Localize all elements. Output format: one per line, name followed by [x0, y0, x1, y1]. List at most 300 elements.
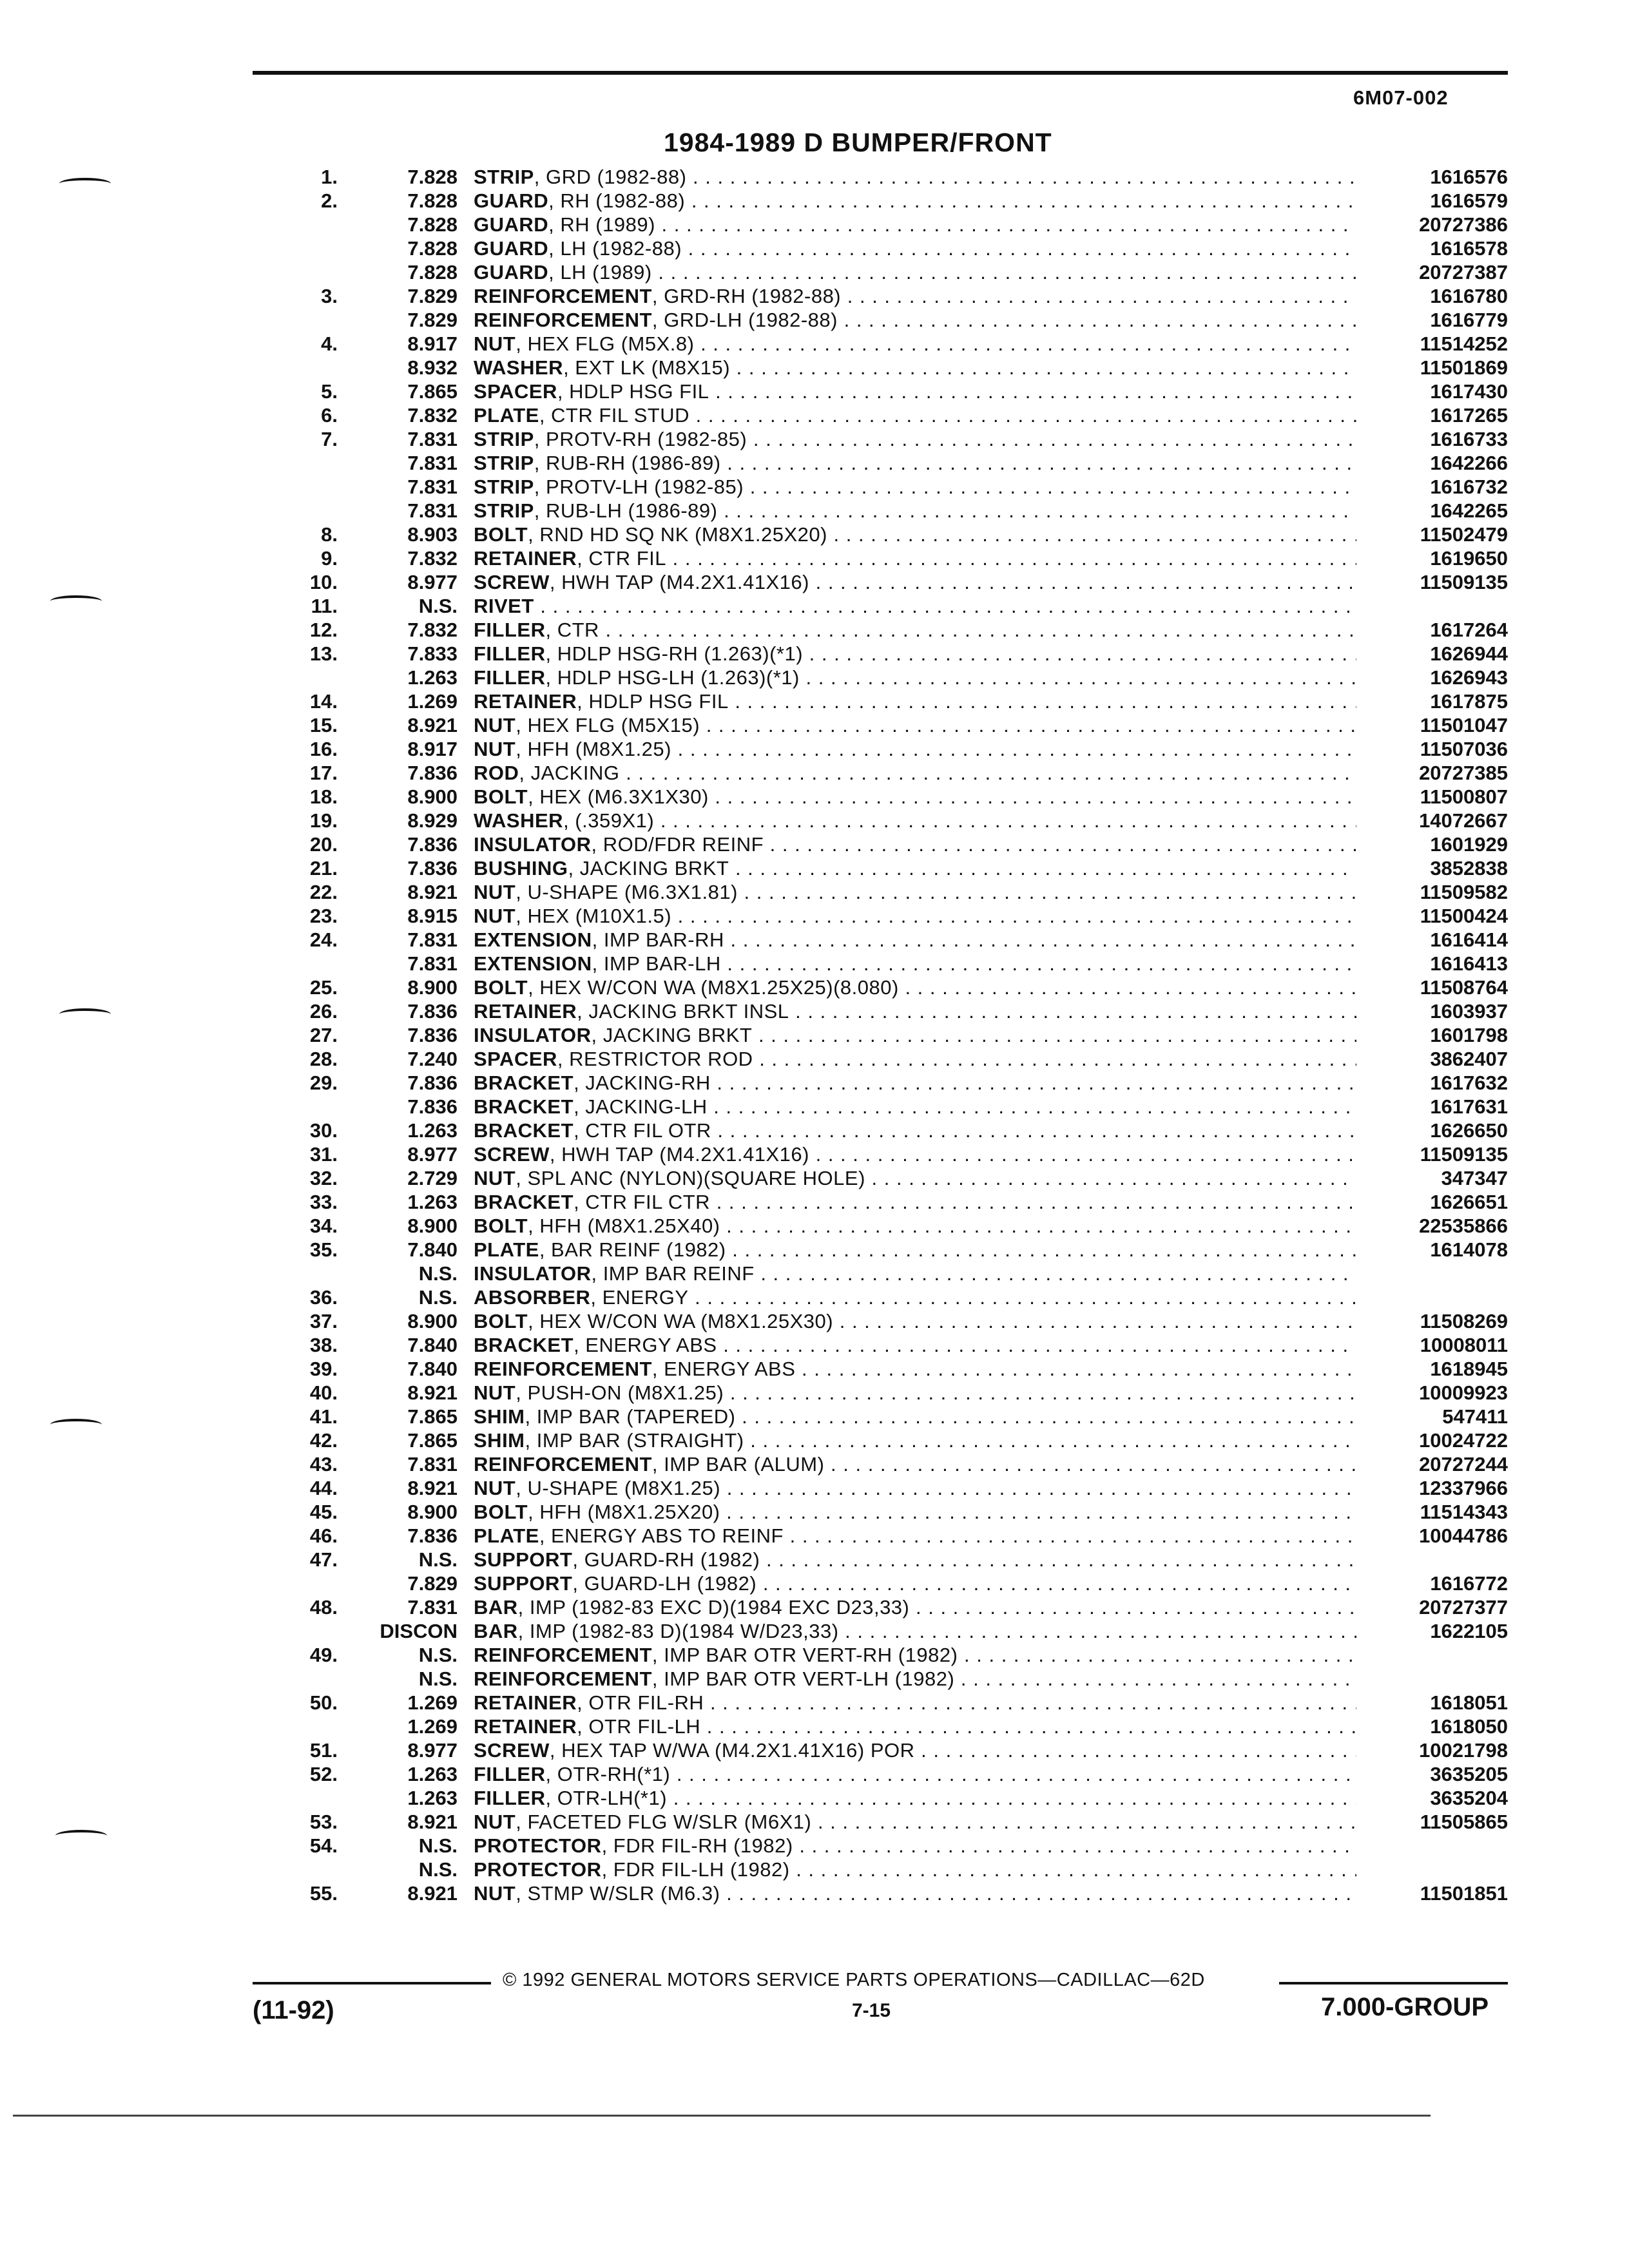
group-number: 7.828	[407, 213, 458, 236]
group-label: 7.000-GROUP	[1321, 1993, 1489, 2021]
part-description	[474, 546, 1356, 570]
part-name: RETAINER	[474, 1691, 577, 1714]
part-detail: , RND HD SQ NK (M8X1.25X20)	[528, 523, 827, 546]
part-name: BAR	[474, 1596, 518, 1619]
group-number: 7.840	[407, 1238, 458, 1261]
item-number: 22.	[309, 881, 338, 903]
part-detail: , HEX FLG (M5X15)	[516, 714, 700, 736]
parts-row	[258, 1715, 1508, 1738]
group-number: 8.900	[407, 785, 458, 808]
part-detail: , CTR	[545, 619, 599, 641]
part-description	[474, 832, 1356, 856]
part-name: GUARD	[474, 189, 549, 212]
group-number: 7.829	[407, 1572, 458, 1595]
part-number: 12337966	[1419, 1477, 1508, 1499]
part-name: SPACER	[474, 380, 557, 403]
parts-row	[258, 999, 1508, 1023]
group-number: 7.833	[407, 642, 458, 665]
part-number: 20727377	[1419, 1596, 1508, 1619]
item-number: 12.	[309, 619, 338, 641]
part-number: 10008011	[1420, 1334, 1508, 1356]
part-detail: , FACETED FLG W/SLR (M6X1)	[516, 1811, 812, 1833]
part-description	[474, 689, 1356, 713]
parts-row	[258, 523, 1508, 546]
group-number: 8.921	[407, 714, 458, 736]
group-number: N.S.	[418, 1548, 458, 1571]
group-number: 1.263	[407, 1763, 458, 1785]
part-number: 1618050	[1430, 1715, 1508, 1738]
part-detail: , BAR REINF (1982)	[539, 1238, 726, 1261]
part-number: 1617632	[1430, 1072, 1508, 1094]
part-number: 1617264	[1430, 619, 1508, 641]
group-number: 8.900	[407, 1310, 458, 1332]
group-number: DISCON	[380, 1620, 458, 1642]
part-name: ROD	[474, 762, 519, 784]
parts-row	[258, 236, 1508, 260]
item-number: 7.	[321, 428, 338, 450]
part-number: 1614078	[1430, 1238, 1508, 1261]
part-detail: , FDR FIL-LH (1982)	[601, 1858, 790, 1881]
group-number: 7.832	[407, 404, 458, 427]
parts-row	[258, 1452, 1508, 1476]
part-name: WASHER	[474, 809, 564, 832]
parts-row	[258, 332, 1508, 356]
part-detail: , GUARD-RH (1982)	[572, 1548, 760, 1571]
part-number: 1642266	[1430, 452, 1508, 474]
part-name: BOLT	[474, 785, 528, 808]
parts-row	[258, 1238, 1508, 1262]
part-description	[474, 1619, 1356, 1643]
part-name: SHIM	[474, 1405, 525, 1428]
part-detail: , EXT LK (M8X15)	[563, 356, 731, 379]
parts-row	[258, 1834, 1508, 1858]
part-number: 1616413	[1430, 952, 1508, 975]
part-detail: , GRD (1982-88)	[534, 166, 687, 188]
parts-row	[258, 1738, 1508, 1762]
parts-row	[258, 1786, 1508, 1810]
part-description	[474, 1738, 1356, 1762]
group-number: 7.840	[407, 1334, 458, 1356]
part-description	[474, 1428, 1356, 1452]
part-number: 1616578	[1430, 237, 1508, 260]
part-number: 20727387	[1419, 261, 1508, 284]
group-number: 7.829	[407, 285, 458, 307]
item-number: 33.	[309, 1191, 338, 1213]
part-number: 11507036	[1420, 738, 1508, 760]
part-detail: , HFH (M8X1.25X40)	[528, 1215, 720, 1237]
parts-row	[258, 952, 1508, 975]
group-number: 1.263	[407, 1119, 458, 1142]
part-number: 22535866	[1419, 1215, 1508, 1237]
part-name: BUSHING	[474, 857, 568, 879]
part-detail: , U-SHAPE (M8X1.25)	[516, 1477, 721, 1499]
part-description	[474, 1524, 1356, 1548]
parts-row	[258, 1571, 1508, 1595]
part-detail: , IMP BAR-LH	[592, 952, 721, 975]
group-number: 7.828	[407, 237, 458, 260]
group-number: 7.829	[407, 309, 458, 331]
part-number: 11508269	[1420, 1310, 1508, 1332]
parts-row	[258, 1428, 1508, 1452]
part-description	[474, 523, 1356, 546]
parts-row	[258, 1524, 1508, 1548]
parts-row	[258, 785, 1508, 809]
part-number: 10024722	[1419, 1429, 1508, 1452]
part-name: NUT	[474, 905, 516, 927]
part-number: 1616772	[1430, 1572, 1508, 1595]
group-number: 8.900	[407, 976, 458, 999]
part-name: BRACKET	[474, 1095, 574, 1118]
item-number: 53.	[309, 1811, 338, 1833]
parts-row	[258, 832, 1508, 856]
part-description	[474, 332, 1356, 356]
part-name: SCREW	[474, 1739, 550, 1762]
part-description	[474, 1357, 1356, 1381]
group-number: 8.921	[407, 1381, 458, 1404]
group-number: 7.831	[407, 499, 458, 522]
part-name: PLATE	[474, 1238, 539, 1261]
part-detail: , RH (1982-88)	[548, 189, 686, 212]
part-detail: , JACKING BRKT INSL	[577, 1000, 789, 1023]
group-number: 7.831	[407, 1596, 458, 1619]
part-detail: , CTR FIL	[577, 547, 666, 570]
part-number: 3862407	[1430, 1048, 1508, 1070]
part-description	[474, 880, 1356, 904]
part-detail: , HFH (M8X1.25)	[516, 738, 671, 760]
part-name: REINFORCEMENT	[474, 285, 652, 307]
parts-row	[258, 1071, 1508, 1095]
item-number: 25.	[309, 976, 338, 999]
part-number: 3635204	[1430, 1787, 1508, 1809]
part-description	[474, 1452, 1356, 1476]
group-number: 7.831	[407, 928, 458, 951]
part-detail: , IMP BAR (TAPERED)	[525, 1405, 736, 1428]
group-number: 7.240	[407, 1048, 458, 1070]
group-number: 7.828	[407, 189, 458, 212]
part-number: 1617875	[1430, 690, 1508, 713]
item-number: 49.	[309, 1644, 338, 1666]
part-number: 1626651	[1430, 1191, 1508, 1213]
part-name: REINFORCEMENT	[474, 309, 652, 331]
group-number: N.S.	[418, 1262, 458, 1285]
part-name: RETAINER	[474, 1715, 577, 1738]
parts-row	[258, 1285, 1508, 1309]
group-number: 7.836	[407, 833, 458, 856]
part-detail: , HDLP HSG FIL	[577, 690, 729, 713]
item-number: 46.	[309, 1524, 338, 1547]
item-number: 28.	[309, 1048, 338, 1070]
part-number: 1616780	[1430, 285, 1508, 307]
item-number: 11.	[311, 595, 338, 617]
part-detail: , IMP BAR REINF	[591, 1262, 755, 1285]
parts-row	[258, 165, 1508, 189]
group-number: 7.832	[407, 619, 458, 641]
part-detail: , IMP (1982-83 D)(1984 W/D23,33)	[517, 1620, 839, 1642]
part-description	[474, 451, 1356, 475]
part-number: 1616779	[1430, 309, 1508, 331]
item-number: 16.	[309, 738, 338, 760]
parts-row	[258, 475, 1508, 499]
part-number: 1616733	[1430, 428, 1508, 450]
parts-row	[258, 1667, 1508, 1691]
part-detail: , OTR FIL-RH	[577, 1691, 704, 1714]
part-detail: , ENERGY ABS TO REINF	[539, 1524, 784, 1547]
item-number: 23.	[309, 905, 338, 927]
part-description	[474, 1571, 1356, 1595]
item-number: 14.	[309, 690, 338, 713]
part-description	[474, 1142, 1356, 1166]
part-description	[474, 427, 1356, 451]
item-number: 18.	[309, 785, 338, 808]
parts-row	[258, 546, 1508, 570]
part-detail: , U-SHAPE (M6.3X1.81)	[516, 881, 738, 903]
part-description	[474, 1214, 1356, 1238]
part-description	[474, 570, 1356, 594]
part-detail: , OTR FIL-LH	[577, 1715, 701, 1738]
part-name: REINFORCEMENT	[474, 1358, 652, 1380]
parts-row	[258, 880, 1508, 904]
part-number: 11501047	[1420, 714, 1508, 736]
part-number: 1617265	[1430, 404, 1508, 427]
part-detail: , HWH TAP (M4.2X1.41X16)	[549, 1143, 809, 1166]
part-number: 10021798	[1419, 1739, 1508, 1762]
part-detail: , LH (1989)	[548, 261, 652, 284]
part-detail: , PROTV-LH (1982-85)	[534, 476, 744, 498]
group-number: 8.903	[407, 523, 458, 546]
part-name: STRIP	[474, 452, 534, 474]
group-number: 1.263	[407, 1191, 458, 1213]
scan-edge-line	[13, 2115, 1431, 2117]
part-description	[474, 1881, 1356, 1905]
part-number: 11502479	[1420, 523, 1508, 546]
part-description	[474, 189, 1356, 213]
part-name: PLATE	[474, 404, 539, 427]
part-description	[474, 1691, 1356, 1715]
part-description	[474, 1023, 1356, 1047]
part-detail: , SPL ANC (NYLON)(SQUARE HOLE)	[516, 1167, 865, 1189]
part-name: BAR	[474, 1620, 518, 1642]
part-description	[474, 1810, 1356, 1834]
item-number: 5.	[321, 380, 338, 403]
parts-row	[258, 1405, 1508, 1428]
group-number: 8.977	[407, 1739, 458, 1762]
parts-row	[258, 1691, 1508, 1715]
part-detail: , OTR-LH(*1)	[545, 1787, 668, 1809]
part-number: 1616414	[1430, 928, 1508, 951]
part-description	[474, 1285, 1356, 1309]
group-number: 8.977	[407, 1143, 458, 1166]
part-description	[474, 165, 1356, 189]
part-detail: , LH (1982-88)	[548, 237, 682, 260]
parts-row	[258, 737, 1508, 761]
part-description	[474, 1476, 1356, 1500]
part-name: GUARD	[474, 237, 549, 260]
item-number: 20.	[309, 833, 338, 856]
parts-row	[258, 1119, 1508, 1142]
group-number: 7.831	[407, 1453, 458, 1475]
part-name: NUT	[474, 1811, 516, 1833]
part-description	[474, 785, 1356, 809]
group-number: 7.831	[407, 428, 458, 450]
part-name: BRACKET	[474, 1334, 574, 1356]
parts-row	[258, 1309, 1508, 1333]
part-description	[474, 1047, 1356, 1071]
part-name: WASHER	[474, 356, 564, 379]
part-number: 1642265	[1430, 499, 1508, 522]
parts-row	[258, 1619, 1508, 1643]
part-number: 11514252	[1420, 332, 1508, 355]
part-detail: , IMP (1982-83 EXC D)(1984 EXC D23,33)	[517, 1596, 910, 1619]
group-number: N.S.	[418, 1834, 458, 1857]
footer-rule-right	[1279, 1982, 1508, 1984]
group-number: 7.836	[407, 857, 458, 879]
part-detail: , HEX (M6.3X1X30)	[528, 785, 709, 808]
part-description	[474, 1715, 1356, 1738]
group-number: 7.840	[407, 1358, 458, 1380]
part-name: GUARD	[474, 261, 549, 284]
part-number: 1601929	[1430, 833, 1508, 856]
part-detail: , HEX W/CON WA (M8X1.25X25)(8.080)	[528, 976, 899, 999]
punch-mark	[50, 1419, 102, 1430]
part-description	[474, 499, 1356, 523]
item-number: 19.	[309, 809, 338, 832]
part-detail: , (.359X1)	[563, 809, 655, 832]
part-name: SPACER	[474, 1048, 557, 1070]
parts-row	[258, 1333, 1508, 1357]
page-title: 1984-1989 D BUMPER/FRONT	[664, 128, 1052, 157]
item-number: 52.	[309, 1763, 338, 1785]
part-detail: , RUB-RH (1986-89)	[534, 452, 721, 474]
part-name: FILLER	[474, 666, 546, 689]
part-description	[474, 1166, 1356, 1190]
part-name: NUT	[474, 881, 516, 903]
part-number: 11501851	[1420, 1882, 1508, 1905]
part-description	[474, 1834, 1356, 1858]
part-name: PROTECTOR	[474, 1834, 602, 1857]
group-number: 1.263	[407, 1787, 458, 1809]
part-description	[474, 809, 1356, 832]
part-number: 1626944	[1430, 642, 1508, 665]
parts-row	[258, 1095, 1508, 1119]
item-number: 3.	[321, 285, 338, 307]
part-detail: , GRD-LH (1982-88)	[651, 309, 838, 331]
parts-row	[258, 570, 1508, 594]
part-description	[474, 666, 1356, 689]
part-description	[474, 928, 1356, 952]
parts-row	[258, 1595, 1508, 1619]
part-description	[474, 1405, 1356, 1428]
group-number: 2.729	[407, 1167, 458, 1189]
part-description	[474, 1643, 1356, 1667]
page-number: 7-15	[852, 2000, 891, 2021]
part-description	[474, 761, 1356, 785]
copyright-notice: © 1992 GENERAL MOTORS SERVICE PARTS OPERATIONS—CADILLAC—62D	[503, 1970, 1205, 1990]
revision-date: (11-92)	[253, 1996, 334, 2024]
part-number: 1617430	[1430, 380, 1508, 403]
part-name: EXTENSION	[474, 952, 592, 975]
part-name: FILLER	[474, 1763, 546, 1785]
part-description	[474, 999, 1356, 1023]
item-number: 9.	[321, 547, 338, 570]
part-detail: , PUSH-ON (M8X1.25)	[516, 1381, 724, 1404]
item-number: 45.	[309, 1501, 338, 1523]
part-name: PROTECTOR	[474, 1858, 602, 1881]
part-number: 11500424	[1420, 905, 1508, 927]
item-number: 1.	[321, 166, 338, 188]
item-number: 13.	[309, 642, 338, 665]
part-detail: , ENERGY	[590, 1286, 689, 1309]
part-name: ABSORBER	[474, 1286, 591, 1309]
part-number: 1616579	[1430, 189, 1508, 212]
group-number: 7.836	[407, 1095, 458, 1118]
group-number: 7.865	[407, 1429, 458, 1452]
part-name: NUT	[474, 1381, 516, 1404]
group-number: 1.269	[407, 1715, 458, 1738]
parts-row	[258, 189, 1508, 213]
item-number: 10.	[309, 571, 338, 593]
part-description	[474, 1262, 1356, 1285]
part-detail: , CTR FIL OTR	[574, 1119, 711, 1142]
part-number: 1626650	[1430, 1119, 1508, 1142]
item-number: 54.	[309, 1834, 338, 1857]
item-number: 17.	[309, 762, 338, 784]
part-detail: , ENERGY ABS	[651, 1358, 796, 1380]
part-description	[474, 1762, 1356, 1786]
group-number: 8.900	[407, 1215, 458, 1237]
part-description	[474, 475, 1356, 499]
part-name: NUT	[474, 1167, 516, 1189]
parts-row	[258, 451, 1508, 475]
item-number: 32.	[309, 1167, 338, 1189]
part-name: NUT	[474, 1477, 516, 1499]
part-description	[474, 1500, 1356, 1524]
group-number: 1.269	[407, 1691, 458, 1714]
part-number: 1617631	[1430, 1095, 1508, 1118]
part-description	[474, 403, 1356, 427]
part-description	[474, 594, 1356, 618]
group-number: 7.836	[407, 1072, 458, 1094]
group-number: 8.921	[407, 1811, 458, 1833]
part-name: RIVET	[474, 595, 534, 617]
item-number: 55.	[309, 1882, 338, 1905]
part-number: 11509135	[1420, 571, 1508, 593]
part-detail: , CTR FIL CTR	[574, 1191, 711, 1213]
part-description	[474, 737, 1356, 761]
group-number: 7.831	[407, 952, 458, 975]
part-number: 10009923	[1419, 1381, 1508, 1404]
part-name: INSULATOR	[474, 1024, 592, 1046]
group-number: N.S.	[418, 1667, 458, 1690]
part-description	[474, 1190, 1356, 1214]
item-number: 36.	[309, 1286, 338, 1309]
part-description	[474, 1238, 1356, 1262]
part-description	[474, 260, 1356, 284]
part-detail: , IMP BAR OTR VERT-RH (1982)	[651, 1644, 958, 1666]
item-number: 29.	[309, 1072, 338, 1094]
item-number: 4.	[321, 332, 338, 355]
part-name: BOLT	[474, 1501, 528, 1523]
part-description	[474, 1309, 1356, 1333]
document-code: 6M07-002	[1353, 86, 1449, 109]
part-name: NUT	[474, 1882, 516, 1905]
part-detail: , HDLP HSG FIL	[557, 380, 709, 403]
part-description	[474, 380, 1356, 403]
part-number: 11500807	[1420, 785, 1508, 808]
part-detail: , HFH (M8X1.25X20)	[528, 1501, 720, 1523]
parts-row	[258, 1023, 1508, 1047]
header-rule	[253, 71, 1508, 75]
parts-row	[258, 1476, 1508, 1500]
